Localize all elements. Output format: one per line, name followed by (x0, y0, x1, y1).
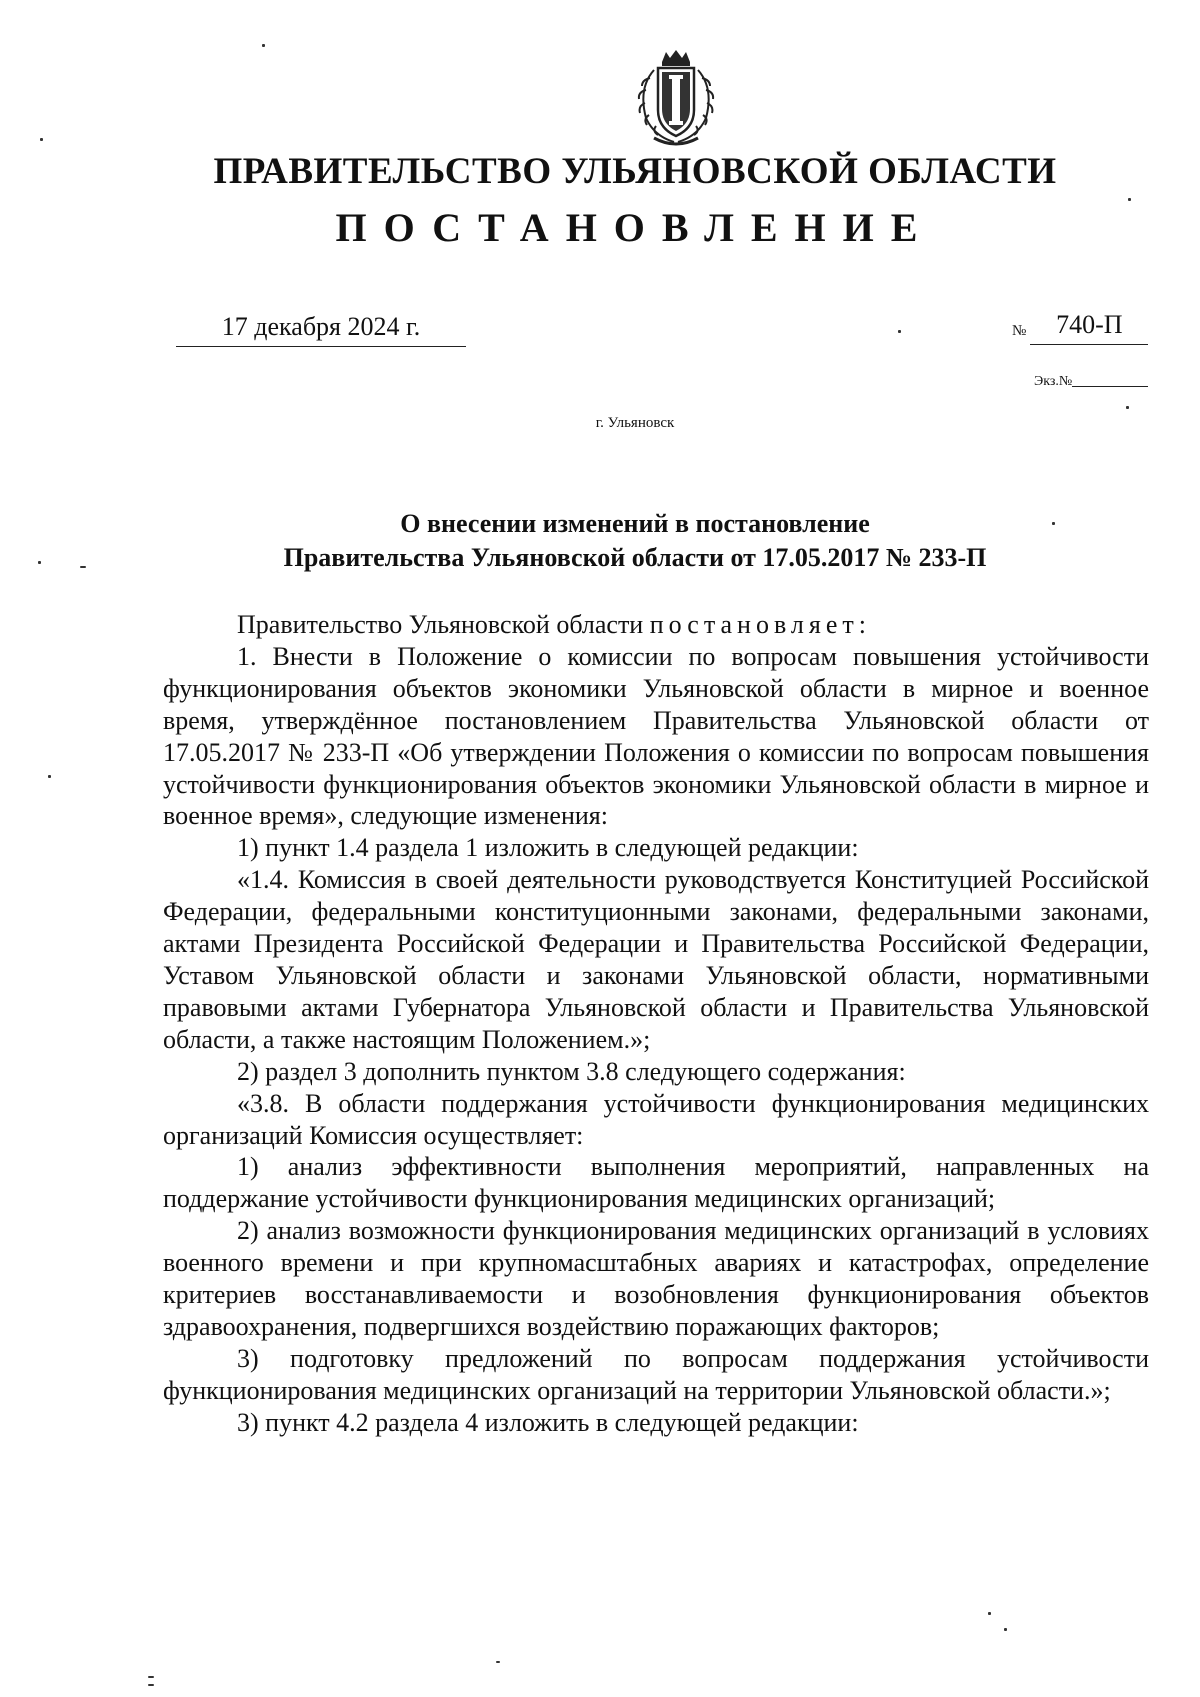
scan-speck (148, 1684, 154, 1686)
copy-number-line (1072, 372, 1148, 387)
copy-label: Экз.№ (1034, 374, 1073, 389)
body-paragraph-9: 3) пункт 4.2 раздела 4 изложить в следующей редакции: (237, 1407, 859, 1437)
coat-of-arms-emblem-icon (624, 48, 728, 150)
scan-speck (1128, 198, 1131, 201)
body-paragraph-preamble (163, 609, 1149, 641)
title-line-1: О внесении изменений в постановление (400, 509, 870, 538)
scan-speck (496, 1661, 500, 1663)
scan-speck (80, 566, 86, 568)
body-paragraph-3: «1.4. Комиссия в своей деятельности руководствуется Конституцией Российской Федерации, федеральными конституционными законами, федеральными законами, актами Президента Российской Федерации и Правительства Российской Федерации, Уставом Ульяновской области и законами Ульяновской области, нормативными правовыми актами Губернатора Ульяновской области и Правительства Ульяновской области, а также настоящим Положением.»; (163, 865, 1149, 1054)
body-paragraph-7: 2) анализ возможности функционирования медицинских организаций в условиях военного времени и при крупномасштабных авариях и катастрофах, определение критериев восстанавливаемости и возобновления функционирования объектов здравоохранения, подвергшихся воздействию поражающих факторов; (163, 1216, 1149, 1341)
document-date: 17 декабря 2024 г. (176, 312, 466, 347)
scan-speck (898, 330, 901, 333)
scan-speck (1004, 1628, 1007, 1631)
document-number: 740-П (1030, 310, 1148, 345)
scan-speck (38, 561, 41, 564)
city-name: г. Ульяновск (595, 415, 675, 431)
document-title (0, 507, 1200, 575)
preamble-text: Правительство Ульяновской области (237, 610, 650, 639)
document-number-block (1012, 310, 1148, 345)
scan-speck (1052, 522, 1055, 525)
scan-speck (40, 138, 43, 141)
body-paragraph-1: 1. Внести в Положение о комиссии по вопросам повышения устойчивости функционирования объектов экономики Ульяновской области в мирное и военное время, утверждённое постановлением Правительства Ульяновской области от 17.05.2017 № 233-П «Об утверждении Положения о комиссии по вопросам повышения устойчивости функционирования объектов экономики Ульяновской области в мирное и военное время», следующие изменения: (163, 641, 1149, 831)
scan-speck (148, 1676, 154, 1678)
scan-speck (988, 1612, 991, 1615)
copy-number-block (1034, 372, 1148, 390)
body-paragraph-4: 2) раздел 3 дополнить пунктом 3.8 следующего содержания: (237, 1056, 906, 1086)
document-body (163, 609, 1149, 1439)
scan-speck (262, 44, 265, 47)
body-paragraph-6: 1) анализ эффективности выполнения мероприятий, направленных на поддержание устойчивости функционирования медицинских организаций; (163, 1152, 1149, 1214)
organization-heading: ПРАВИТЕЛЬСТВО УЛЬЯНОВСКОЙ ОБЛАСТИ (213, 151, 1057, 192)
body-paragraph-2: 1) пункт 1.4 раздела 1 изложить в следующей редакции: (237, 833, 859, 863)
title-line-2: Правительства Ульяновской области от 17.05.2017 № 233-П (283, 543, 987, 572)
scan-speck (48, 775, 51, 778)
number-label: № (1012, 323, 1027, 339)
scan-speck (1126, 406, 1129, 409)
body-paragraph-8: 3) подготовку предложений по вопросам поддержания устойчивости функционирования медицинских организаций на территории Ульяновской области.»; (163, 1343, 1149, 1405)
body-paragraph-5: «3.8. В области поддержания устойчивости функционирования медицинских организаций Комиссия осуществляет: (163, 1088, 1149, 1150)
preamble-spaced-verb: постановляет (649, 610, 859, 639)
preamble-colon: : (858, 610, 866, 639)
document-type-heading: ПОСТАНОВЛЕНИЕ (335, 205, 935, 250)
